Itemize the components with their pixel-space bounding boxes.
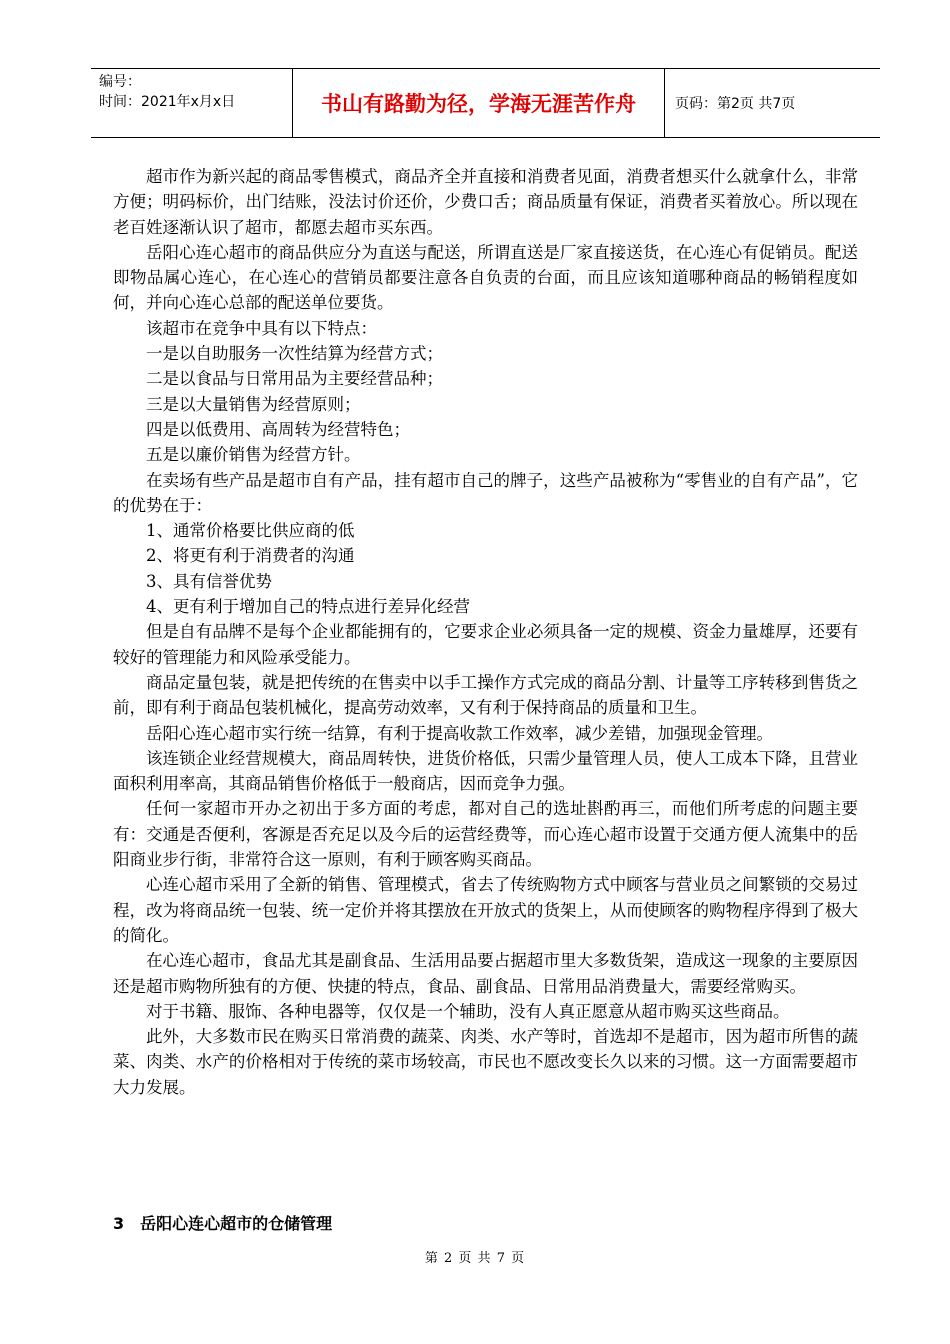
list-item: 一是以自助服务一次性结算为经营方式； <box>146 344 443 364</box>
header-motto: 书山有路勤为径，学海无涯苦作舟 <box>293 69 665 137</box>
paragraph: 对于书籍、服饰、各种电器等，仅仅是一个辅助，没有人真正愿意从超市购买这些商品。 <box>146 1001 790 1021</box>
paragraph: 该连锁企业经营规模大，商品周转快，进货价格低，只需少量管理人员，使人工成本下降，且营业面积利用率高，其商品销售价格低于一般商店，因而竞争力强。 <box>113 748 858 794</box>
list-item: 四是以低费用、高周转为经营特色； <box>146 419 410 439</box>
paragraph: 此外，大多数市民在购买日常消费的蔬菜、肉类、水产等时，首选却不是超市，因为超市所售的蔬菜、肉类、水产的价格相对于传统的菜市场较高，市民也不愿改变长久以来的习惯。这一方面需要超市大力发展。 <box>113 1027 858 1097</box>
paragraph: 但是自有品牌不是每个企业都能拥有的，它要求企业必须具备一定的规模、资金力量雄厚，还要有较好的管理能力和风险承受能力。 <box>113 622 858 667</box>
header-page-number: 页码：第2页 共7页 <box>675 96 796 112</box>
page-footer: 第 2 页 共 7 页 <box>424 1251 526 1266</box>
page-header <box>91 68 880 138</box>
body-text <box>113 164 858 1100</box>
paragraph: 在卖场有些产品是超市自有产品，挂有超市自己的牌子，这些产品被称为“零售业的自有产品”，它的优势在于： <box>113 470 858 515</box>
header-meta <box>91 69 293 137</box>
paragraph: 在心连心超市，食品尤其是副食品、生活用品要占据超市里大多数货架，造成这一现象的主要原因还是超市购物所独有的方便、快捷的特点，食品、副食品、日常用品消费量大，需要经常购买。 <box>113 951 858 996</box>
list-item: 五是以廉价销售为经营方针。 <box>146 445 361 465</box>
paragraph: 心连心超市采用了全新的销售、管理模式，省去了传统购物方式中顾客与营业员之间繁锁的交易过程，改为将商品统一包装、统一定价并将其摆放在开放式的货架上，从而使顾客的购物程序得到了极大的简化。 <box>113 875 858 945</box>
list-item: 4、更有利于增加自己的特点进行差异化经营 <box>146 597 470 617</box>
paragraph: 岳阳心连心超市的商品供应分为直送与配送，所谓直送是厂家直接送货，在心连心有促销员。配送即物品属心连心，在心连心的营销员都要注意各自负责的台面，而且应该知道哪种商品的畅销程度如何，并向心连心总部的配送单位要货。 <box>113 242 858 313</box>
list-item: 1、通常价格要比供应商的低 <box>146 521 355 541</box>
paragraph: 该超市在竞争中具有以下特点： <box>146 318 377 338</box>
list-item: 三是以大量销售为经营原则； <box>146 394 361 414</box>
paragraph: 岳阳心连心超市实行统一结算，有利于提高收款工作效率，减少差错，加强现金管理。 <box>146 723 773 743</box>
list-item: 2、将更有利于消费者的沟通 <box>146 546 355 566</box>
list-item: 3、具有信誉优势 <box>146 571 272 591</box>
paragraph: 超市作为新兴起的商品零售模式，商品齐全并直接和消费者见面，消费者想买什么就拿什么，非常方便；明码标价，出门结账，没法讨价还价，少费口舌；商品质量有保证，消费者买着放心。所以现在老百姓逐渐认识了超市，都愿去超市买东西。 <box>113 167 858 237</box>
list-item: 二是以食品与日常用品为主要经营品种； <box>146 369 443 389</box>
time-label: 时间：2021年x月x日 <box>99 94 236 110</box>
section-heading: 3 岳阳心连心超市的仓储管理 <box>113 1214 333 1233</box>
paragraph: 任何一家超市开办之初出于多方面的考虑，都对自己的选址斟酌再三，而他们所考虑的问题主要有：交通是否便利，客源是否充足以及今后的运营经费等，而心连心超市设置于交通方便人流集中的岳阳商业步行街，非常符合这一原则，有利于顾客购买商品。 <box>113 799 858 870</box>
paragraph: 商品定量包装，就是把传统的在售卖中以手工操作方式完成的商品分割、计量等工序转移到售货之前，即有利于商品包装机械化，提高劳动效率，又有利于保持商品的质量和卫生。 <box>113 672 858 718</box>
code-label: 编号： <box>99 74 141 90</box>
